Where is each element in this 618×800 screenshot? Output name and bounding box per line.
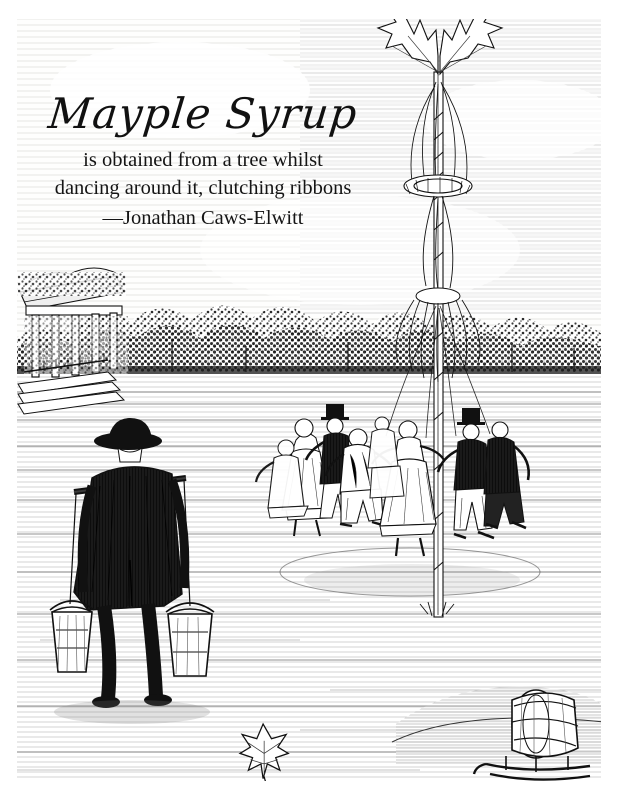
caption-line-1: is obtained from a tree whilst <box>83 149 323 172</box>
caption-block <box>28 89 378 232</box>
headline-text: Mayple Syrup <box>46 89 361 138</box>
caption-attribution: —Jonathan Caws-Elwitt <box>102 206 304 229</box>
caption-line-2: dancing around it, clutching ribbons <box>54 177 352 200</box>
